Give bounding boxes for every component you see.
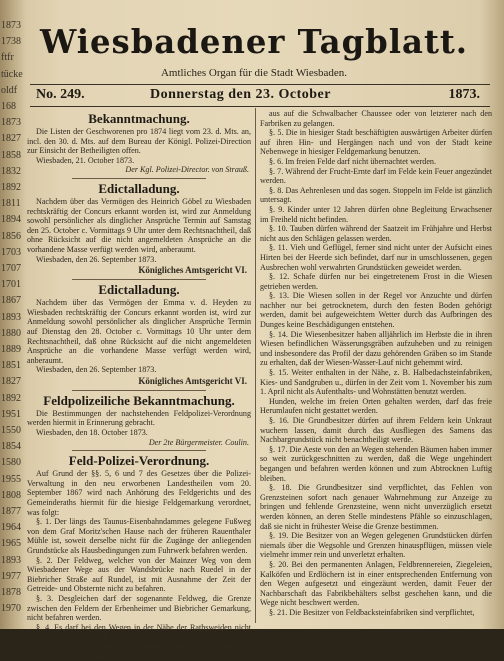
edge-fragment: 1977	[1, 570, 21, 582]
left-column	[27, 109, 251, 661]
paragraph: §. 5. Die in hiesiger Stadt beschäftigten auswärtigen Arbeiter dürfen auf ihren Hin- und Hergängen nach und von der Stadt keine Nebenwege in hiesiger Feldgemarkung benutzen.	[260, 128, 492, 157]
edge-fragment: 1854	[1, 441, 21, 453]
paragraph: §. 18. Die Grundbesitzer sind verpflichtet, das Fehlen von Grenzsteinen sofort nach genauer Wahrnehmung zur Anzeige zu bringen und fehlende Grenzsteine, wenn nicht unverzüglich ersetzt werden können, an deren Stelle mindestens Pfähle so einzuschlagen, daß sie nicht in frühester Weise die Grenze bestimmen.	[260, 483, 492, 531]
edge-fragment: 1964	[1, 522, 21, 534]
issue-year: 1873.	[448, 87, 480, 102]
column-divider	[255, 108, 256, 623]
issue-number: No. 249.	[36, 87, 85, 102]
paragraph: §. 19. Die Besitzer von an Wegen gelegenen Grundstücken dürfen niemals über die Wegsohle und Grenzen hinauspflügen, müssen viele vielmehr immer rein und unverletzt erhalten.	[260, 531, 492, 560]
edge-fragment: 1867	[1, 295, 21, 307]
edge-fragment: 1827	[1, 376, 21, 388]
section-heading: Edictalladung.	[98, 180, 180, 196]
paragraph: §. 17. Die Aeste von den an Wegen stehenden Bäumen haben immer so weit zurückgeschnitten zu werden, daß die Wege ungehindert begangen und befahren werden können und zum Abtrocknen Luftig bleiben.	[260, 444, 492, 483]
binding-edge	[0, 0, 26, 629]
paragraph: §. 16. Die Grundbesitzer dürfen auf ihrem Feldern kein Unkraut wuchern lassen, damit durch das Ausfliegen des Samens das Nachbargrundstück nicht benachtheiligt werde.	[260, 416, 492, 445]
court-signature: Königliches Amtsgericht VI.	[138, 265, 247, 276]
paragraph: Die Bestimmungen der nachstehenden Feldpolizei-Verordnung werden hiermit in Erinnerung gebracht.	[27, 408, 251, 428]
edge-fragment: 1827	[1, 133, 21, 145]
paragraph: Nachdem über das Vermögen des Heinrich Göbel zu Wiesbaden rechtskräftig der Concurs erkannt worden ist, wird zur Anmeldung sowohl persönlicher als dinglicher Ansprüche Termin auf Samstag den 25. October c. Vormittags 9 Uhr unter dem Rechtsnachtheil, daß ohne Rücksicht auf die nicht angemeldeten Ansprüche an die vorhandene Masse verfügt werden wird, anberaumt.	[27, 196, 251, 254]
edge-fragment: 1955	[1, 473, 21, 485]
edge-fragment: ftfr	[1, 52, 14, 64]
paragraph: §. 4. Es darf bei den Wegen in der Nähe der Rathsweiden nicht gefahren werden. Auch bei Wegfall dieser Bedingungen ist die Benutzung der Wege, welche nach dem Wald und Schloß führen und an dem Fahrweg zu gehen, untersagt.	[27, 622, 251, 661]
paragraph: Wiesbaden, 21. October 1873.	[36, 155, 135, 165]
signature: Der Kgl. Polizei-Director. von Strauß.	[125, 165, 249, 175]
edge-fragment: 1892	[1, 182, 21, 193]
edge-fragment: 1894	[1, 214, 21, 226]
edge-fragment: 1893	[1, 311, 21, 323]
paragraph: Wiesbaden, den 26. September 1873.	[36, 365, 157, 375]
signature: Der 2te Bürgermeister. Coulin.	[148, 437, 249, 447]
paragraph: Die Listen der Geschworenen pro 1874 liegt vom 23. d. Mts. an, incl. den 30. d. Mts. auf dem Bureau der Königl. Polizei-Direction zur Einsicht der Betheiligten offen.	[27, 127, 251, 156]
edge-fragment: 1893	[1, 554, 21, 566]
edge-fragment: 1878	[1, 587, 21, 598]
edge-fragment: 1580	[1, 457, 21, 469]
section-divider	[72, 279, 206, 280]
section-divider	[72, 450, 206, 451]
edge-fragment: 1856	[1, 230, 21, 242]
edge-fragment: 1808	[1, 489, 21, 501]
edge-fragment: 1877	[1, 506, 21, 517]
paragraph: Wiesbaden, den 18. October 1873.	[36, 428, 148, 438]
section-heading: Feld-Polizei-Verordnung.	[68, 453, 210, 469]
edge-fragment: 1892	[1, 392, 21, 404]
edge-fragment: 1970	[1, 603, 21, 615]
bottom-rule	[30, 106, 490, 107]
paragraph: §. 11. Vieh und Geflügel, ferner sind nicht unter der Aufsicht eines Hirten bei der Heerde sich befindet, darf nur in umschlossenen, gegen Ausbrechen wohl verwahrten Grundstücken geweidet werden.	[260, 243, 492, 272]
edge-fragment: 1738	[1, 36, 21, 48]
paragraph: §. 6. Im freien Felde darf nicht übernachtet werden.	[269, 156, 436, 166]
issue-date: Donnerstag den 23. October	[150, 87, 331, 102]
paragraph: §. 20. Bei den permanenten Anlagen, Feldbrennereien, Ziegeleien, Kalköfen und Erdlöchern ist in einer entsprechenden Entfernung von den Wegen aufgesetzt und eingezäunt werden, damit Feuer der Nachbarschaft das Fabrikbehälters selbst geschehen kann, und die Wege nicht beschwert werden.	[260, 559, 492, 608]
paragraph: §. 3. Desgleichen darf der sogenannte Feldweg, die Grenze zwischen den Feldern der Erbenheimer und Biebricher Gemarkung, nicht befahren werden.	[27, 593, 251, 623]
section-divider	[72, 178, 206, 179]
paragraph: §. 14. Die Wiesenbesitzer haben alljährlich im Herbste die in ihren Wiesen befindlichen Wässerungsgräben aufzuheben und zu reinigen und insbesondere das Profil der dazu gehörenden Gräben so im Stande zu erhalten, daß der Wiesen-Wasser-Lauf nicht gehemmt wird.	[260, 329, 492, 368]
edge-fragment: 1550	[1, 425, 21, 436]
edge-fragment: 1873	[1, 117, 21, 129]
court-signature: Königliches Amtsgericht VI.	[138, 375, 247, 386]
edge-fragment: oldf	[1, 84, 18, 96]
paragraph: §. 2. Der Feldweg, welcher von der Mainzer Weg von dem Wiesbadener Wege aus der Wandsbrücke nach Ruedel in der Biebricher Straße auf Rundel, ist mit Ausnahme der Zeit der Getreide- und Obsternte nicht zu befahren.	[27, 555, 251, 594]
paragraph: §. 10. Tauben dürfen während der Saatzeit im Frühjahre und Herbst nicht aus den Schlägen gelassen werden.	[260, 224, 492, 243]
section-heading: Feldpolizeiliche Bekanntmachung.	[43, 392, 235, 408]
edge-fragment: 1951	[1, 408, 21, 420]
right-column	[260, 109, 492, 621]
edge-fragment: tücke	[1, 68, 23, 80]
section-heading: Bekanntmachung.	[88, 111, 190, 126]
paragraph: Nachdem über das Vermögen der Emma v. d. Heyden zu Wiesbaden rechtskräftig der Concurs erkannt worden ist, wird zur Anmeldung sowohl persönlicher als dinglicher Ansprüche Termin auf Dienstag den 28. October c. Vormittags 10 Uhr unter dem Rechtsnachtheil, daß ohne Rücksicht auf die nicht angemeldeten Ansprüche an die vorhandene Masse verfügt werden wird, anberaumt.	[27, 298, 251, 365]
edge-fragment: 1701	[1, 279, 21, 291]
section-divider	[72, 390, 206, 391]
edge-fragment: 1873	[1, 20, 21, 31]
paragraph: Wiesbaden, den 26. September 1873.	[36, 254, 157, 264]
paragraph: aus auf die Schwalbacher Chaussee oder von letzterer nach den Farbriken zu gelangen.	[260, 109, 492, 128]
paragraph: Auf Grund der §§. 5, 6 und 7 des Gesetzes über die Polizei-Verwaltung in den neu erworbenen Landestheilen vom 20. September 1867 wird nach Anhörung des Feldgerichts und des Gemeinderaths hiermit für die hiesige Feldgemarkung verordnet, was folgt:	[27, 469, 251, 517]
edge-fragment: 1851	[1, 360, 21, 372]
paragraph: §. 21. Die Besitzer von Feldbacksteinfabriken sind verpflichtet,	[269, 607, 475, 617]
edge-fragment: 1880	[1, 327, 21, 339]
edge-fragment: 1703	[1, 246, 21, 258]
edge-fragment: 1707	[1, 263, 21, 274]
paragraph: §. 9. Kinder unter 12 Jahren dürfen ohne Begleitung Erwachsener im Freiheld nicht befinden.	[260, 204, 492, 224]
edge-fragment: 1858	[1, 149, 21, 161]
paragraph: §. 12. Schafe dürfen nur bei eingetretenem Frost in die Wiesen getrieben werden.	[260, 272, 492, 291]
paragraph: §. 15. Weiter enthalten in der Nähe, z. B. Halbedachsteinfabriken, Kies- und Sandgruben u., dürfen in der Zeit vom 1. November bis zum 1. April nicht als Aufenthalts- und Wohnstätten benutzt werden.	[260, 368, 492, 397]
paragraph: §. 13. Die Wiesen sollen in der Regel vor Anzuchte und dürfen nachher nur bei getrocknetem, durch den festen Boden gehörigt werden, damit bei aufgeweichtem Wetter durch das Aufbringen des Dunges keine Beschädigungen entstehen.	[260, 291, 492, 330]
top-rule	[30, 84, 490, 85]
masthead-title: Wiesbadener Tagblatt.	[39, 22, 469, 61]
paragraph: Hunden, welche im freien Orten gehalten werden, darf das freie Herumlaufen nicht gestattet werden.	[260, 396, 492, 416]
edge-fragment: 1965	[1, 538, 21, 550]
paragraph: §. 7. Während der Frucht-Ernte darf im Felde kein Feuer angezündet werden.	[260, 166, 492, 186]
masthead-subtitle: Amtliches Organ für die Stadt Wiesbaden.	[160, 67, 348, 79]
section-heading: Edictalladung.	[98, 282, 180, 298]
paragraph: §. 1. Der längs des Taunus-Eisenbahndammes gelegene Fußweg von dem Graf Moritz'schen Hause nach der früheren Rauenthaler Mühle ist, soweit derselbe nicht für die Zugänge der anliegenden Grundstücke als Hausbedingungen zum Fuhrwerk befahren werden.	[27, 517, 251, 555]
paragraph: §. 8. Das Aehrenlesen und das sogen. Stoppeln im Felde ist gänzlich untersagt.	[260, 185, 492, 205]
edge-fragment: 1889	[1, 344, 21, 355]
edge-fragment: 168	[1, 101, 16, 112]
edge-fragment: 1832	[1, 165, 21, 177]
dateline	[32, 87, 488, 105]
edge-fragment: 1811	[1, 198, 21, 210]
